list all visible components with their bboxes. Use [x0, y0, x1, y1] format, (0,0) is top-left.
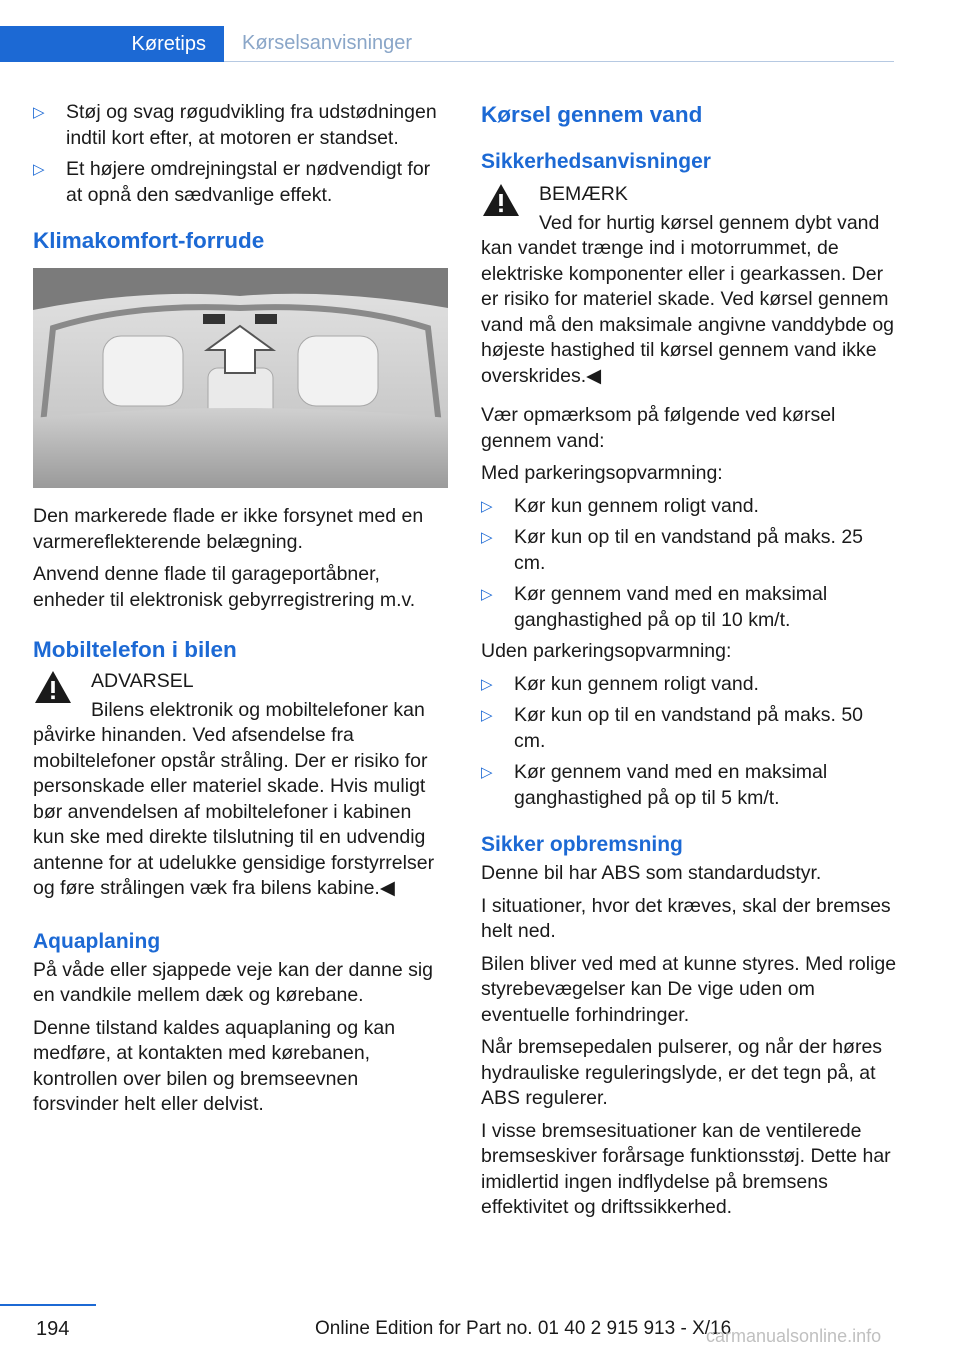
windshield-photo: [33, 268, 448, 488]
list-item-text: Kør kun op til en vandstand på maks. 50 cm.: [514, 704, 864, 752]
triangle-bullet-icon: ▷: [481, 764, 493, 781]
note-title: BEMÆRK: [539, 183, 628, 205]
warning-triangle-icon: [481, 182, 521, 218]
triangle-bullet-icon: ▷: [33, 104, 45, 121]
page-number: 194: [36, 1318, 70, 1340]
list-item-text: Kør kun gennem roligt vand.: [514, 494, 759, 517]
section-heading-aquaplaning: Aquaplaning: [33, 929, 161, 953]
triangle-bullet-icon: ▷: [481, 675, 493, 693]
triangle-bullet-icon: ▷: [481, 497, 493, 515]
footer-accent-line: [0, 1304, 96, 1306]
edition-text: Online Edition for Part no. 01 40 2 915 913 - X/16: [315, 1318, 732, 1339]
warning-block: [33, 669, 448, 723]
warning-triangle-icon: [33, 669, 73, 705]
section-heading-koersel-vand: Kørsel gennem vand: [481, 102, 703, 127]
warning-first-line: Bilens elektronik og mobiltelefoner kan: [91, 698, 425, 721]
list-item-text: Kør gennem vand med en maksimal ganghastighed på op til 5 km/t.: [514, 761, 828, 809]
paragraph: Den markerede flade er ikke forsynet med en varmereflekterende belægning.: [33, 505, 424, 553]
list-item: [481, 582, 897, 633]
tab-koerselsanvisninger[interactable]: Kørselsanvisninger: [224, 26, 894, 62]
list-item: [33, 157, 448, 208]
triangle-bullet-icon: ▷: [481, 529, 493, 546]
list-item-text: Kør kun op til en vandstand på maks. 25 cm.: [514, 526, 864, 574]
list-item: [481, 525, 897, 576]
watermark: carmanualsonline.info: [706, 1326, 882, 1346]
list-item: [481, 494, 897, 520]
subheading-sikkerhed: Sikkerhedsanvisninger: [481, 150, 711, 173]
list-item: [481, 760, 897, 811]
paragraph: Denne tilstand kaldes aquaplaning og kan medføre, at kontakten med kørebanen, kontrollen over bilen og bremseevnen forsvinder helt eller delvist.: [33, 1016, 396, 1115]
list-item: [481, 672, 897, 698]
list-item: [33, 100, 448, 151]
note-block: [481, 182, 897, 236]
right-column: [481, 100, 897, 1228]
triangle-bullet-icon: ▷: [481, 586, 493, 603]
paragraph: Bilen bliver ved med at kunne styres. Med rolige styrebevægelser kan De vige uden om eventuelle forhindringer.: [481, 952, 897, 1026]
paragraph: Denne bil har ABS som standardudstyr.: [481, 862, 822, 884]
list-item-text: Støj og svag røgudvikling fra udstødningen indtil kort efter, at motoren er standset.: [66, 101, 437, 149]
without-heater-label: Uden parkeringsopvarmning:: [481, 640, 732, 662]
paragraph: I situationer, hvor det kræves, skal der bremses helt ned.: [481, 894, 891, 942]
left-column: [33, 100, 448, 1125]
paragraph: Vær opmærksom på følgende ved kørsel gennem vand:: [481, 404, 836, 452]
section-heading-mobiltelefon: Mobiltelefon i bilen: [33, 637, 237, 662]
note-first-line: Ved for hurtig kørsel gennem dybt vand: [539, 211, 880, 234]
warning-text: påvirke hinanden. Ved afsendelse fra mobiltelefoner opstår stråling. Der er risiko for personskade eller materiel skade. Hvis muligt bør anvendelsen af mobiltelefoner i kabinen kun ske med direkte tilslutning til en udvendig antenne for at udelukke gensidige forstyrrelser og føre strålingen væk fra bilens kabine.◀: [33, 724, 435, 899]
paragraph: I visse bremsesituationer kan de ventilerede bremseskiver forårsage funktionsstøj. Dette har imidlertid ingen indflydelse på bremsens effektivitet og driftssikkerhed.: [481, 1119, 891, 1218]
list-item-text: Et højere omdrejningstal er nødvendigt for at opnå den sædvanlige effekt.: [66, 158, 431, 206]
paragraph: Når bremsepedalen pulserer, og når der høres hydrauliske reguleringslyde, er det tegn på, at ABS regulerer.: [481, 1036, 883, 1109]
triangle-bullet-icon: ▷: [481, 707, 493, 724]
note-text: kan vandet trænge ind i motorrummet, de elektriske komponenter eller i gearkassen. Der er risiko for materiel skade. Ved kørsel gennem vand må den maksimale angivne vanddybde og højeste hastighed til kørsel gennem vand ikke overskrides.◀: [481, 237, 895, 387]
warning-title: ADVARSEL: [91, 670, 194, 692]
paragraph: På våde eller sjappede veje kan der danne sig en vandkile mellem dæk og kørebane.: [33, 958, 434, 1006]
list-item-text: Kør gennem vand med en maksimal ganghastighed på op til 10 km/t.: [514, 583, 828, 631]
section-heading-opbremsning: Sikker opbremsning: [481, 833, 683, 856]
tab-koeretips[interactable]: Køretips: [0, 26, 224, 62]
paragraph: Anvend denne flade til garageportåbner, enheder til elektronisk gebyrregistrering m.v.: [33, 563, 416, 611]
section-heading-klimakomfort: Klimakomfort-forrude: [33, 228, 265, 253]
triangle-bullet-icon: ▷: [33, 161, 45, 178]
list-item: [481, 703, 897, 754]
list-item-text: Kør kun gennem roligt vand.: [514, 672, 759, 695]
with-heater-label: Med parkeringsopvarmning:: [481, 462, 723, 484]
